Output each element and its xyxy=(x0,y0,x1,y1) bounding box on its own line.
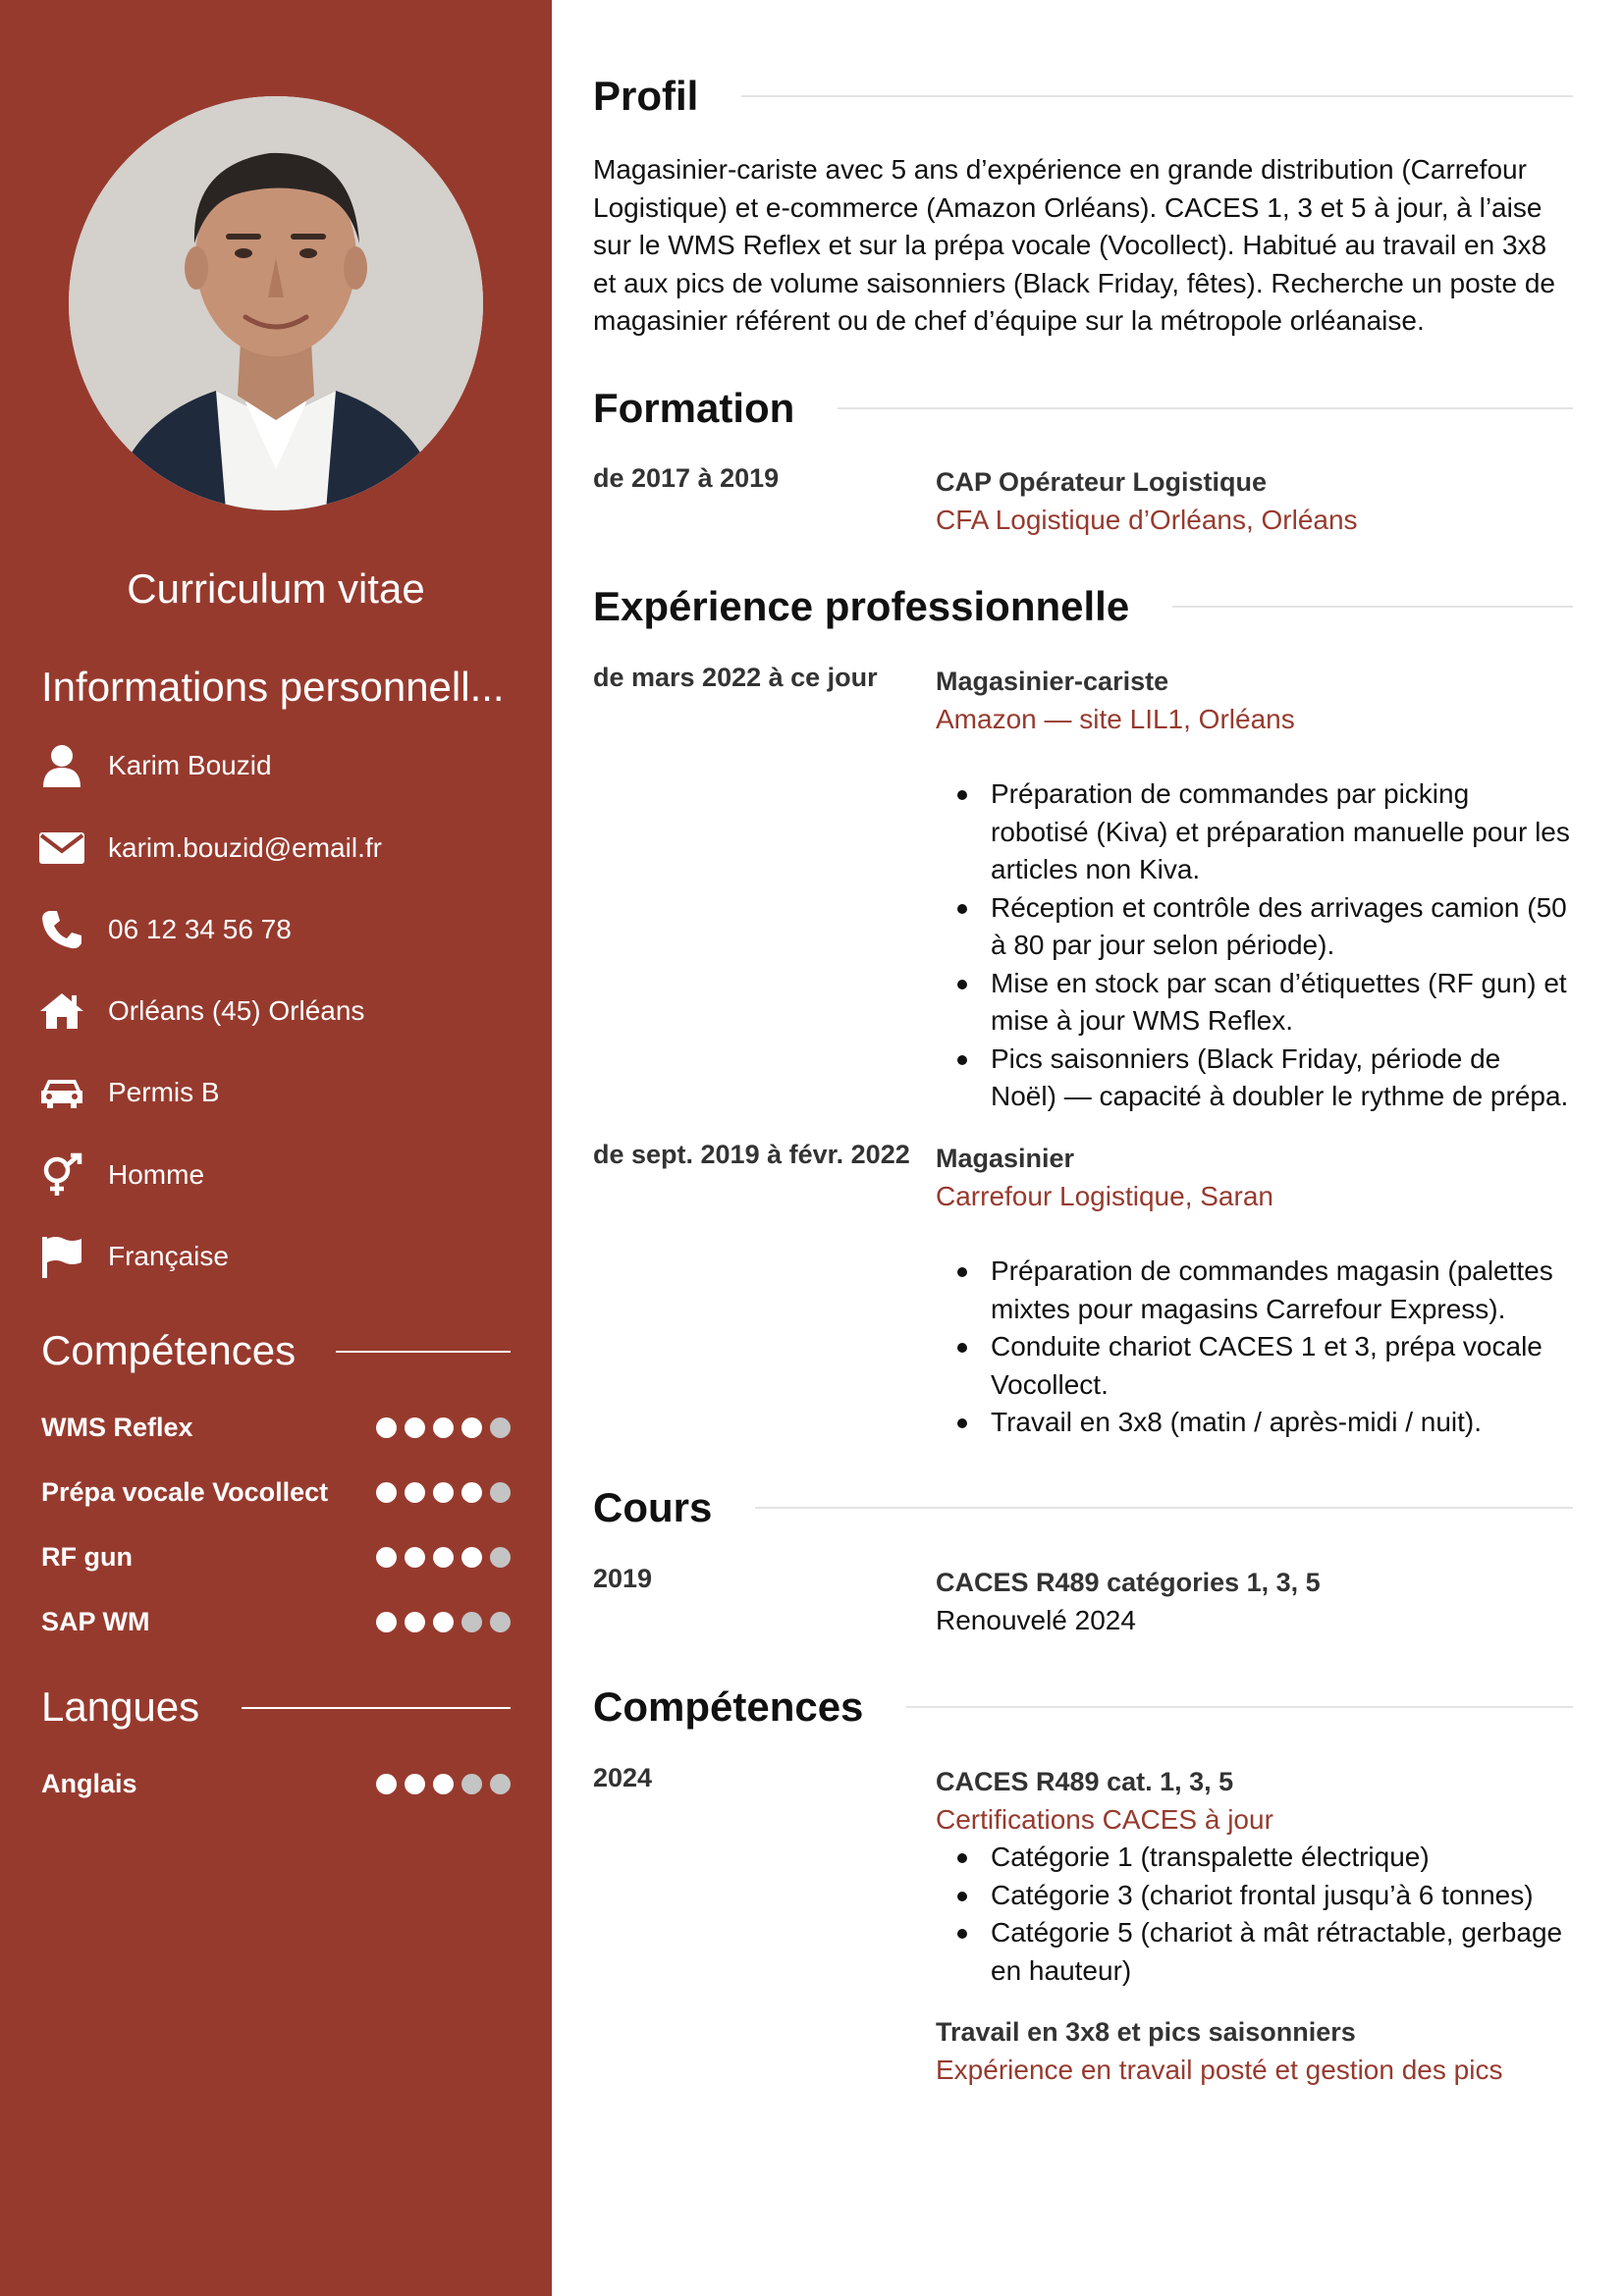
languages-heading-rule xyxy=(242,1707,511,1709)
skill-row xyxy=(41,1537,511,1576)
skill-row xyxy=(41,1602,511,1641)
info-address xyxy=(39,982,364,1041)
language-name: Anglais xyxy=(41,1768,137,1798)
bullet-item: Catégorie 3 (chariot frontal jusqu’à 6 tonnes) xyxy=(991,1877,1573,1915)
rating-dot-filled xyxy=(433,1612,454,1632)
skill-name: RF gun xyxy=(41,1541,133,1572)
skill-rating xyxy=(376,1482,511,1503)
bullet-item: Réception et contrôle des arrivages camion (50 à 80 par jour selon période). xyxy=(991,889,1573,965)
entry-body xyxy=(936,463,1573,539)
entry-title: Magasinier-cariste xyxy=(936,667,1169,696)
flag-icon xyxy=(39,1234,84,1279)
person-icon xyxy=(39,743,84,788)
home-icon xyxy=(39,988,84,1034)
languages-heading xyxy=(41,1683,199,1731)
car-icon xyxy=(39,1070,84,1115)
entry-date: 2019 xyxy=(593,1564,653,1593)
entry-date: de 2017 à 2019 xyxy=(593,463,780,493)
languages-heading-text: Langues xyxy=(41,1683,200,1730)
entry-org: Expérience en travail posté et gestion des pics xyxy=(936,2054,1503,2085)
entry-sub: Renouvelé 2024 xyxy=(936,1604,1136,1635)
profile-heading xyxy=(593,69,1573,124)
info-license xyxy=(39,1063,220,1122)
entry-title: Travail en 3x8 et pics saisonniers xyxy=(936,2017,1356,2047)
courses-heading-text: Cours xyxy=(593,1484,713,1530)
info-phone xyxy=(39,900,292,959)
entry-body xyxy=(936,1763,1573,1990)
experience-heading-text: Expérience professionnelle xyxy=(593,583,1130,629)
bullet-item: Pics saisonniers (Black Friday, période de Noël) — capacité à doubler le rythme de prépa. xyxy=(991,1041,1573,1116)
skills-heading-text: Compétences xyxy=(41,1327,297,1373)
entry-title: CACES R489 cat. 1, 3, 5 xyxy=(936,1767,1234,1796)
rating-dot-filled xyxy=(405,1482,425,1503)
competences-heading xyxy=(593,1680,1573,1735)
rating-dot-filled xyxy=(461,1417,482,1438)
rating-dot-empty xyxy=(490,1547,511,1568)
info-phone-value: 06 12 34 56 78 xyxy=(108,914,292,944)
skill-rating xyxy=(376,1547,511,1568)
entry-body xyxy=(936,2013,1573,2089)
section-rule xyxy=(1172,606,1573,608)
bullet-item: Travail en 3x8 (matin / après-midi / nuit). xyxy=(991,1404,1573,1442)
bullet-item: Catégorie 5 (chariot à mât rétractable, gerbage en hauteur) xyxy=(991,1914,1573,1990)
bullet-item: Mise en stock par scan d’étiquettes (RF gun) et mise à jour WMS Reflex. xyxy=(991,965,1573,1041)
education-heading xyxy=(593,381,1573,436)
info-address-value: Orléans (45) Orléans xyxy=(108,995,365,1026)
skill-name: WMS Reflex xyxy=(41,1412,193,1442)
bullet-item: Conduite chariot CACES 1 et 3, prépa vocale Vocollect. xyxy=(991,1328,1573,1404)
rating-dot-filled xyxy=(433,1482,454,1503)
rating-dot-empty xyxy=(461,1774,482,1794)
rating-dot-filled xyxy=(461,1547,482,1568)
info-name xyxy=(39,736,272,795)
competences-heading-text: Compétences xyxy=(593,1683,864,1730)
rating-dot-filled xyxy=(376,1482,397,1503)
skill-rating xyxy=(376,1417,511,1438)
section-rule xyxy=(838,407,1573,409)
profile-photo xyxy=(69,96,483,510)
entry-body xyxy=(936,1140,1573,1442)
language-rating xyxy=(376,1774,511,1794)
skill-name: SAP WM xyxy=(41,1606,150,1636)
entry-org: Amazon — site LIL1, Orléans xyxy=(936,703,1295,734)
skills-heading-rule xyxy=(336,1351,511,1353)
info-nationality-value: Française xyxy=(108,1241,229,1271)
courses-heading xyxy=(593,1480,1573,1535)
section-rule xyxy=(906,1706,1573,1708)
phone-icon xyxy=(39,907,84,952)
rating-dot-filled xyxy=(433,1417,454,1438)
info-license-value: Permis B xyxy=(108,1077,220,1107)
rating-dot-filled xyxy=(405,1547,425,1568)
info-gender-value: Homme xyxy=(108,1159,205,1190)
section-rule xyxy=(741,95,1573,97)
info-email-value: karim.bouzid@email.fr xyxy=(108,832,382,863)
rating-dot-empty xyxy=(490,1612,511,1632)
rating-dot-filled xyxy=(405,1417,425,1438)
entry-date: de mars 2022 à ce jour xyxy=(593,663,878,692)
skill-name: Prépa vocale Vocollect xyxy=(41,1476,329,1507)
info-nationality xyxy=(39,1227,229,1286)
education-heading-text: Formation xyxy=(593,385,795,431)
entry-body xyxy=(936,1564,1573,1639)
experience-heading xyxy=(593,579,1573,634)
rating-dot-filled xyxy=(376,1547,397,1568)
rating-dot-filled xyxy=(376,1774,397,1794)
skill-row xyxy=(41,1472,511,1512)
gender-icon xyxy=(39,1152,84,1198)
entry-date: 2024 xyxy=(593,1763,653,1792)
envelope-icon xyxy=(39,826,84,871)
entry-body xyxy=(936,663,1573,1116)
info-name-value: Karim Bouzid xyxy=(108,750,272,780)
skill-row xyxy=(41,1408,511,1447)
info-gender xyxy=(39,1146,204,1204)
bullet-item: Préparation de commandes par picking robotisé (Kiva) et préparation manuelle pour les articles non Kiva. xyxy=(991,775,1573,889)
language-row xyxy=(41,1764,511,1803)
skills-heading xyxy=(41,1327,296,1374)
rating-dot-filled xyxy=(433,1547,454,1568)
entry-bullets xyxy=(936,1839,1573,1990)
entry-bullets xyxy=(936,1253,1573,1442)
rating-dot-filled xyxy=(405,1612,425,1632)
bullet-item: Préparation de commandes magasin (palettes mixtes pour magasins Carrefour Express). xyxy=(991,1253,1573,1328)
personal-info-heading: Informations personnell... xyxy=(41,664,505,710)
rating-dot-empty xyxy=(490,1482,511,1503)
info-email xyxy=(39,819,382,878)
skill-rating xyxy=(376,1612,511,1632)
entry-bullets xyxy=(936,775,1573,1116)
cv-title: Curriculum vitae xyxy=(127,565,425,612)
rating-dot-filled xyxy=(461,1482,482,1503)
sidebar xyxy=(0,0,552,2296)
profile-heading-text: Profil xyxy=(593,73,699,119)
entry-date: de sept. 2019 à févr. 2022 xyxy=(593,1140,910,1169)
entry-org: CFA Logistique d’Orléans, Orléans xyxy=(936,504,1358,535)
rating-dot-filled xyxy=(376,1417,397,1438)
section-rule xyxy=(755,1507,1573,1509)
rating-dot-filled xyxy=(405,1774,425,1794)
entry-title: CAP Opérateur Logistique xyxy=(936,467,1268,497)
rating-dot-filled xyxy=(376,1612,397,1632)
rating-dot-empty xyxy=(490,1774,511,1794)
rating-dot-empty xyxy=(461,1612,482,1632)
entry-title: CACES R489 catégories 1, 3, 5 xyxy=(936,1568,1321,1597)
bullet-item: Catégorie 1 (transpalette électrique) xyxy=(991,1839,1573,1877)
entry-org: Carrefour Logistique, Saran xyxy=(936,1180,1273,1211)
profile-text: Magasinier-cariste avec 5 ans d’expérience en grande distribution (Carrefour Logistique) et e-commerce (Amazon Orléans). CACES 1, 3 et 5 à jour, à l’aise sur le WMS Reflex et sur la prépa vocale (Vocollect). Habitué au travail en 3x8 et aux pics de volume saisonniers (Black Friday, fêtes). Recherche un poste de magasinier référent ou de chef d’équipe sur la métropole orléanaise. xyxy=(593,154,1555,336)
entry-org: Certifications CACES à jour xyxy=(936,1803,1273,1835)
rating-dot-empty xyxy=(490,1417,511,1438)
rating-dot-filled xyxy=(433,1774,454,1794)
entry-title: Magasinier xyxy=(936,1144,1075,1173)
